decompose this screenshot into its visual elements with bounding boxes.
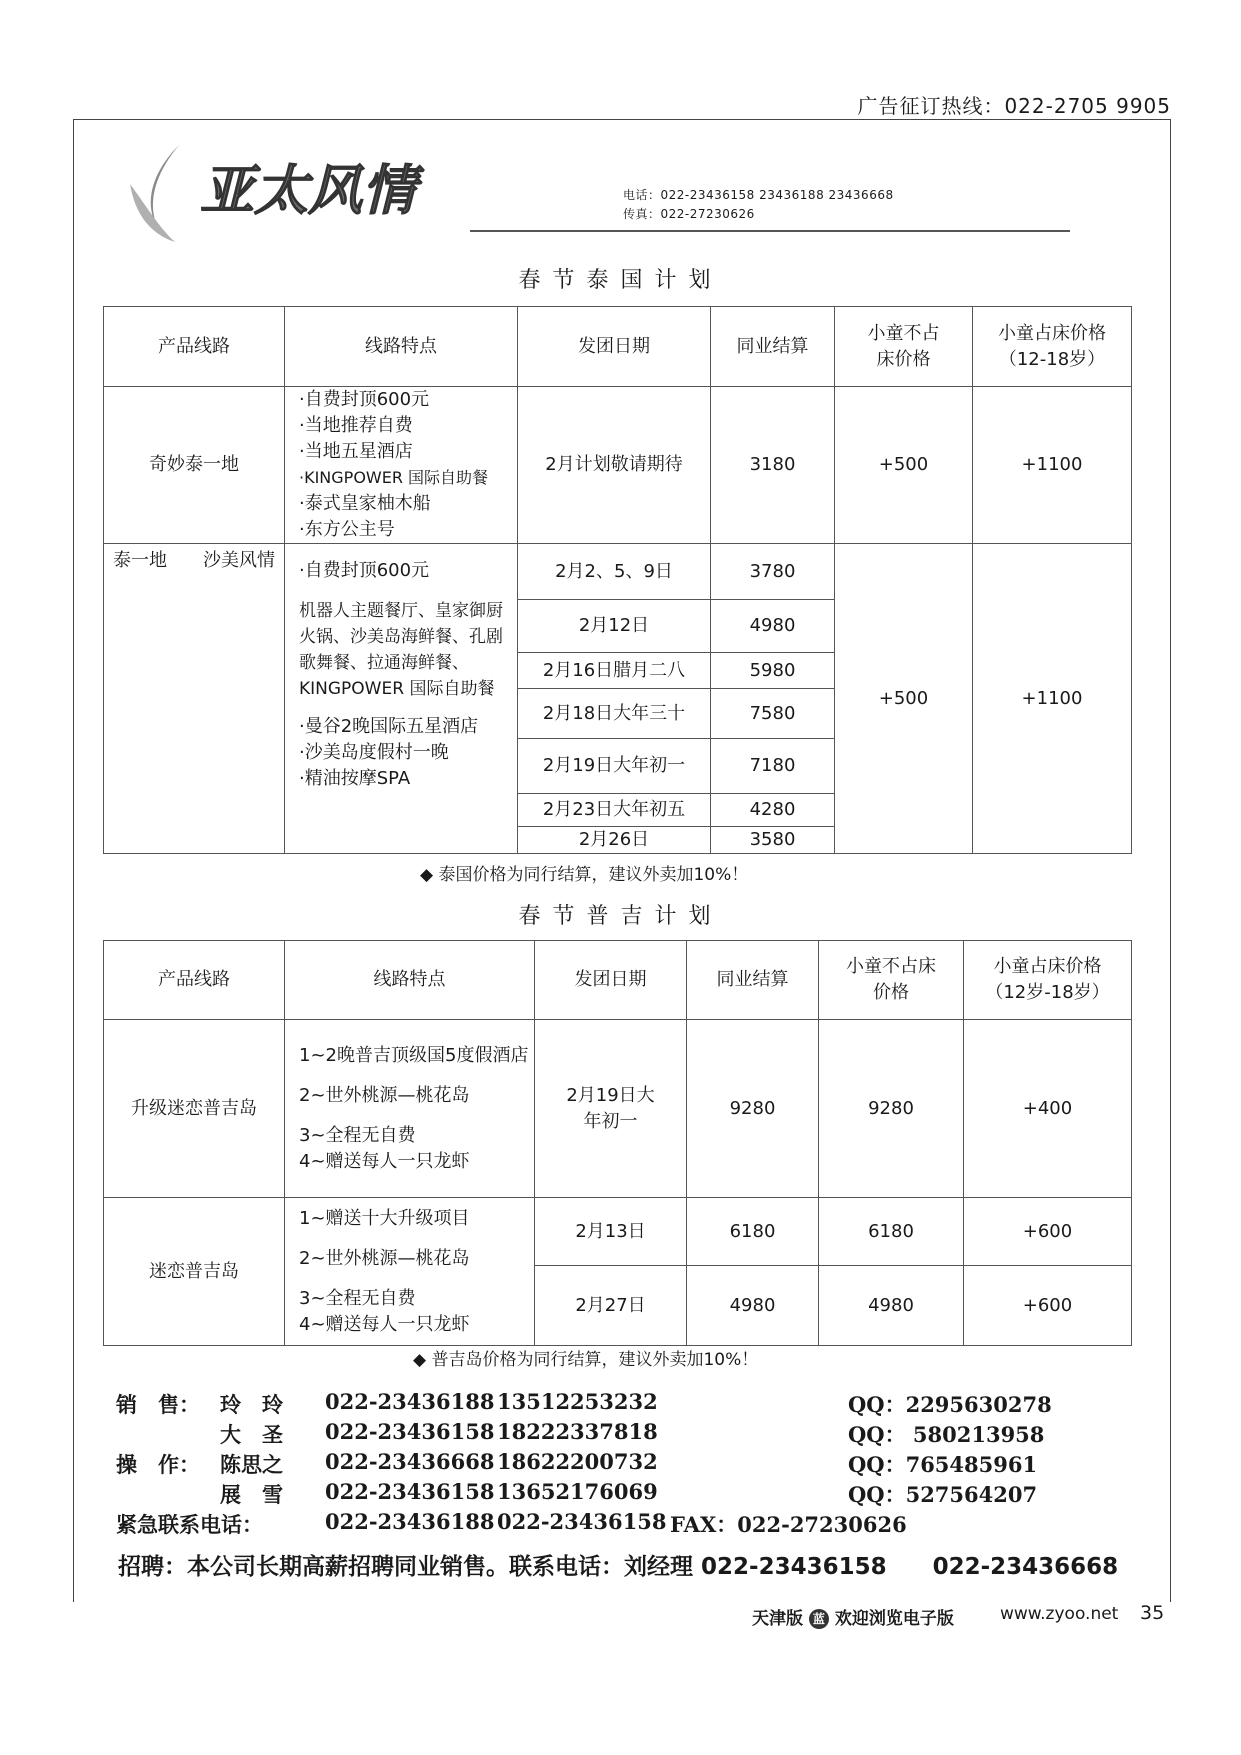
route-features: 1~2晚普吉顶级国5度假酒店 2~世外桃源—桃花岛 3~全程无自费 4~赠送每人一只龙虾 bbox=[285, 1020, 535, 1198]
contact-tel: 022-23436158 bbox=[325, 1479, 495, 1504]
contact-qq: QQ：765485961 bbox=[848, 1452, 1038, 1477]
header-rule bbox=[470, 230, 1070, 232]
departure-date: 2月23日大年初五 bbox=[518, 794, 711, 827]
route-features: ·自费封顶600元 机器人主题餐厅、皇家御厨火锅、沙美岛海鲜餐、孔剧歌舞餐、拉通海鲜餐、KINGPOWER 国际自助餐 ·曼谷2晚国际五星酒店 ·沙美岛度假村一晚 ·精油按摩SPA bbox=[285, 544, 518, 854]
header-child-no-bed: 小童不占床价格 bbox=[835, 307, 973, 387]
phuket-title: 春节普吉计划 bbox=[518, 904, 723, 929]
peer-price: 4280 bbox=[711, 794, 835, 827]
page-number: 35 bbox=[1140, 1602, 1165, 1624]
sales-label: 销 售： bbox=[116, 1392, 200, 1417]
footer-edition: 天津版 蓝 欢迎浏览电子版 bbox=[752, 1609, 954, 1629]
child-bed-price: +600 bbox=[964, 1198, 1132, 1266]
emergency-label: 紧急联系电话： bbox=[116, 1512, 263, 1537]
ops-label: 操 作： bbox=[116, 1452, 200, 1477]
header-child-no-bed: 小童不占床价格 bbox=[819, 941, 964, 1020]
departure-date: 2月计划敬请期待 bbox=[518, 387, 711, 544]
peer-price: 5980 bbox=[711, 653, 835, 689]
peer-price: 3180 bbox=[711, 387, 835, 544]
departure-date: 2月27日 bbox=[535, 1266, 687, 1346]
company-logo bbox=[110, 134, 490, 249]
departure-date: 2月19日大年初一 bbox=[518, 739, 711, 794]
contact-mobile: 13512253232 bbox=[497, 1389, 658, 1414]
contact-qq: QQ：2295630278 bbox=[848, 1392, 1052, 1417]
child-no-bed-price: 4980 bbox=[819, 1266, 964, 1346]
table-row bbox=[104, 387, 1132, 544]
child-no-bed-price: +500 bbox=[835, 544, 973, 854]
thailand-title: 春节泰国计划 bbox=[518, 268, 723, 293]
route-features: 1~赠送十大升级项目 2~世外桃源—桃花岛 3~全程无自费 4~赠送每人一只龙虾 bbox=[285, 1198, 535, 1346]
peer-price: 3580 bbox=[711, 827, 835, 854]
peer-price: 3780 bbox=[711, 544, 835, 600]
header-date: 发团日期 bbox=[518, 307, 711, 387]
contact-tel: 022-23436188 bbox=[325, 1389, 495, 1414]
child-bed-price: +400 bbox=[964, 1020, 1132, 1198]
contact-tel: 022-23436158 bbox=[325, 1419, 495, 1444]
footer-site[interactable]: www.zyoo.net bbox=[1000, 1604, 1119, 1624]
contact-name: 玲 玲 bbox=[220, 1392, 283, 1417]
phuket-table bbox=[103, 940, 1132, 1346]
blue-badge-icon: 蓝 bbox=[809, 1609, 829, 1629]
child-no-bed-price: 9280 bbox=[819, 1020, 964, 1198]
departure-date: 2月13日 bbox=[535, 1198, 687, 1266]
thailand-table bbox=[103, 306, 1132, 854]
contact-mobile: 13652176069 bbox=[497, 1479, 658, 1504]
departure-date: 2月2、5、9日 bbox=[518, 544, 711, 600]
route-name: 奇妙泰一地 bbox=[104, 387, 285, 544]
contact-tel: 022-23436668 bbox=[325, 1449, 495, 1474]
table-header-row bbox=[104, 307, 1132, 387]
contact-qq: QQ：527564207 bbox=[848, 1482, 1038, 1507]
header-price: 同业结算 bbox=[711, 307, 835, 387]
contact-name: 陈思之 bbox=[220, 1452, 283, 1477]
table-header-row bbox=[104, 941, 1132, 1020]
child-bed-price: +600 bbox=[964, 1266, 1132, 1346]
contact-mobile: 18222337818 bbox=[497, 1419, 658, 1444]
departure-date: 2月12日 bbox=[518, 600, 711, 653]
table-row bbox=[104, 1020, 1132, 1198]
logo-text: 亚太风情 bbox=[200, 158, 416, 222]
child-no-bed-price: +500 bbox=[835, 387, 973, 544]
route-name: 升级迷恋普吉岛 bbox=[104, 1020, 285, 1198]
route-name: 迷恋普吉岛 bbox=[104, 1198, 285, 1346]
header-date: 发团日期 bbox=[535, 941, 687, 1020]
contact-qq: QQ： 580213958 bbox=[848, 1422, 1045, 1447]
thailand-note: ◆ 泰国价格为同行结算，建议外卖加10%！ bbox=[420, 865, 749, 885]
recruit-banner: 招聘：本公司长期高薪招聘同业销售。联系电话：刘经理 022-23436158 022-23436668 bbox=[118, 1554, 1119, 1580]
route-features: ·自费封顶600元 ·当地推荐自费 ·当地五星酒店 ·KINGPOWER 国际自助餐 ·泰式皇家柚木船 ·东方公主号 bbox=[285, 387, 518, 544]
header-features: 线路特点 bbox=[285, 307, 518, 387]
contact-name: 展 雪 bbox=[220, 1482, 283, 1507]
departure-date: 2月19日大年初一 bbox=[535, 1020, 687, 1198]
company-fax: 传真：022-27230626 bbox=[623, 207, 755, 221]
fax-number: FAX：022-27230626 bbox=[670, 1512, 907, 1537]
phuket-note: ◆ 普吉岛价格为同行结算，建议外卖加10%！ bbox=[413, 1350, 759, 1370]
departure-date: 2月16日腊月二八 bbox=[518, 653, 711, 689]
departure-date: 2月18日大年三十 bbox=[518, 689, 711, 739]
peer-price: 6180 bbox=[687, 1198, 819, 1266]
header-features: 线路特点 bbox=[285, 941, 535, 1020]
peer-price: 7180 bbox=[711, 739, 835, 794]
table-row bbox=[104, 544, 1132, 600]
ad-hotline: 广告征订热线：022-2705 9905 bbox=[857, 94, 1171, 118]
header-route: 产品线路 bbox=[104, 307, 285, 387]
child-no-bed-price: 6180 bbox=[819, 1198, 964, 1266]
table-row bbox=[104, 1198, 1132, 1266]
child-bed-price: +1100 bbox=[973, 544, 1132, 854]
company-phone: 电话：022-23436158 23436188 23436668 bbox=[623, 188, 894, 202]
departure-date: 2月26日 bbox=[518, 827, 711, 854]
peer-price: 4980 bbox=[687, 1266, 819, 1346]
peer-price: 9280 bbox=[687, 1020, 819, 1198]
contact-mobile: 18622200732 bbox=[497, 1449, 658, 1474]
route-name: 泰一地 沙美风情 bbox=[104, 544, 285, 854]
header-child-bed: 小童占床价格（12-18岁） bbox=[973, 307, 1132, 387]
contact-name: 大 圣 bbox=[220, 1422, 283, 1447]
emergency-tel: 022-23436158 bbox=[497, 1509, 667, 1534]
header-child-bed: 小童占床价格（12岁-18岁） bbox=[964, 941, 1132, 1020]
emergency-tel: 022-23436188 bbox=[325, 1509, 495, 1534]
peer-price: 4980 bbox=[711, 600, 835, 653]
peer-price: 7580 bbox=[711, 689, 835, 739]
header-price: 同业结算 bbox=[687, 941, 819, 1020]
header-route: 产品线路 bbox=[104, 941, 285, 1020]
child-bed-price: +1100 bbox=[973, 387, 1132, 544]
